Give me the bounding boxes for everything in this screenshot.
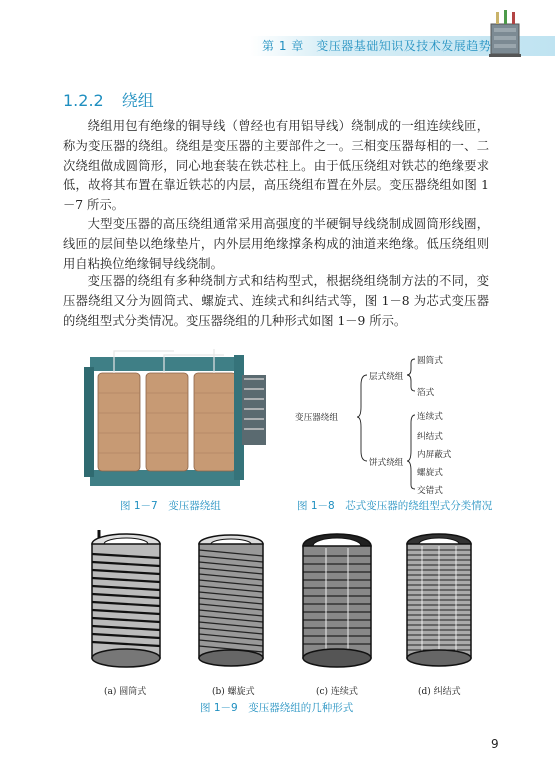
tree-group: 饼式绕组 [369, 458, 404, 468]
tree-leaf: 圆筒式 [417, 356, 443, 366]
figure-caption: 图 1－9 变压器绕组的几种形式 [200, 702, 354, 714]
section-title [63, 88, 154, 111]
tree-group: 层式绕组 [369, 372, 404, 382]
tree-leaf: 内屏蔽式 [417, 450, 452, 460]
paragraph: 绕组用包有绝缘的铜导线（曾经也有用铝导线）绕制成的一组连续线匝，称为变压器的绕组。绕组是变压器的主要部件之一。三相变压器每相的一、二次绕组做成圆筒形，同心地套装在铁芯柱上。由于低压绕组对铁芯的绝缘要求低，故将其布置在靠近铁芯的内层，高压绕组布置在外层。变压器绕组如图 1－7 所示。 [63, 119, 489, 213]
tree-leaf: 交错式 [417, 486, 443, 496]
winding-classification-tree [295, 355, 495, 495]
figure-caption: 图 1－8 芯式变压器的绕组型式分类情况 [297, 500, 493, 512]
tree-leaf: 连续式 [417, 412, 443, 422]
transformer-logo-icon [485, 6, 525, 60]
transformer-winding-photo [84, 345, 271, 495]
sub-caption: (d) 纠结式 [418, 687, 461, 697]
page-number: 9 [491, 737, 499, 751]
chapter-header-title: 第 1 章 变压器基础知识及技术发展趋势 [262, 39, 492, 53]
cylindrical-winding-image [85, 530, 167, 670]
tree-leaf: 纠结式 [417, 432, 443, 442]
paragraph: 变压器的绕组有多种绕制方式和结构型式，根据绕组绕制方法的不同，变压器绕组又分为圆筒式、螺旋式、连续式和纠结式等，图 1－8 为芯式变压器的绕组型式分类情况。变压器绕组的几种形式如图 1－9 所示。 [63, 274, 489, 328]
section-number: 1.2.2 [63, 91, 104, 110]
tree-root: 变压器绕组 [295, 413, 338, 423]
tree-leaf: 螺旋式 [417, 468, 443, 478]
continuous-winding-image [296, 530, 378, 670]
sub-caption: (a) 圆筒式 [104, 687, 147, 697]
sub-caption: (c) 连续式 [316, 687, 358, 697]
section-heading: 绕组 [121, 91, 154, 110]
figure-caption: 图 1－7 变压器绕组 [120, 500, 221, 512]
sub-caption: (b) 螺旋式 [212, 687, 255, 697]
spiral-winding-image [190, 530, 272, 670]
tree-leaf: 箔式 [417, 388, 435, 398]
paragraph: 大型变压器的高压绕组通常采用高强度的半硬铜导线绕制成圆筒形线圈，线匝的层间垫以绝缘垫片，内外层用绝缘撑条构成的油道来绝缘。低压绕组则用自粘换位绝缘铜导线绕制。 [63, 217, 489, 271]
interleaved-winding-image [398, 530, 480, 670]
